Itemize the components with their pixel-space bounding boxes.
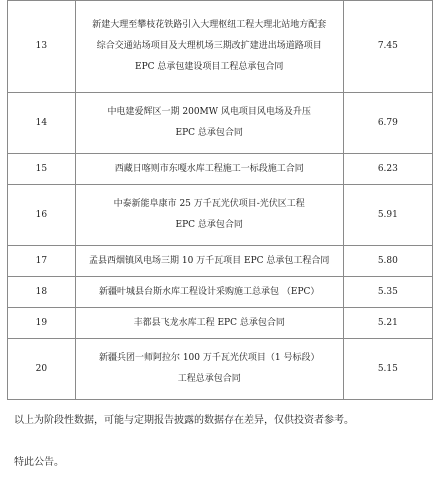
row-number: 17	[8, 246, 76, 277]
contract-name-line: 中泰新能阜康市 25 万千瓦光伏项目-光伏区工程	[113, 199, 305, 209]
contract-name-line: EPC 总承包合同	[175, 128, 243, 138]
contract-name	[75, 185, 343, 246]
contract-name-line: 新疆叶城县台斯水库工程设计采购施工总承包 （EPC）	[99, 286, 320, 297]
contract-name-line: 综合交通站场项目及大理机场三期改扩建进出场道路项目	[96, 41, 322, 51]
row-number: 18	[8, 277, 76, 308]
row-number: 14	[8, 93, 76, 154]
contract-name-line: 西藏日喀则市东嘎水库工程施工一标段施工合同	[114, 163, 304, 174]
contract-amount: 5.21	[343, 308, 432, 339]
contract-name	[75, 308, 343, 339]
table-row	[8, 93, 433, 154]
table-row	[8, 1, 433, 93]
table-row	[8, 308, 433, 339]
contract-amount: 5.91	[343, 185, 432, 246]
contract-name	[75, 339, 343, 400]
closing-statement: 特此公告。	[14, 457, 64, 468]
row-number: 19	[8, 308, 76, 339]
table-row	[8, 246, 433, 277]
contract-amount: 5.15	[343, 339, 432, 400]
contract-amount: 5.80	[343, 246, 432, 277]
contract-name-line: EPC 总承包合同	[175, 220, 243, 230]
contract-name	[75, 154, 343, 185]
disclaimer-note: 以上为阶段性数据，可能与定期报告披露的数据存在差异，仅供投资者参考。	[14, 415, 354, 426]
contract-amount: 6.79	[343, 93, 432, 154]
contract-amount: 7.45	[343, 1, 432, 93]
contract-name-line: 新疆兵团一师阿拉尔 100 万千瓦光伏项目（1 号标段）	[98, 353, 320, 363]
row-number: 16	[8, 185, 76, 246]
contract-name	[75, 246, 343, 277]
table-row	[8, 339, 433, 400]
contract-name	[75, 277, 343, 308]
contract-name-line: 新建大理至攀枝花铁路引入大理枢纽工程大理北站地方配套	[92, 20, 327, 30]
contract-name	[75, 1, 343, 93]
contract-name	[75, 93, 343, 154]
contract-amount: 6.23	[343, 154, 432, 185]
contracts-table	[7, 0, 433, 400]
row-number: 15	[8, 154, 76, 185]
row-number: 13	[8, 1, 76, 93]
contract-amount: 5.35	[343, 277, 432, 308]
table-row	[8, 154, 433, 185]
contract-name-line: 工程总承包合同	[177, 374, 241, 384]
table-row	[8, 277, 433, 308]
contract-name-line: 丰都县飞龙水库工程 EPC 总承包合同	[133, 317, 285, 328]
table-row	[8, 185, 433, 246]
contract-name-line: 孟县西烟镇风电场三期 10 万千瓦项目 EPC 总承包工程合同	[89, 255, 330, 266]
row-number: 20	[8, 339, 76, 400]
contract-name-line: EPC 总承包建设项目工程总承包合同	[135, 62, 284, 72]
contract-name-line: 中电建爱辉区一期 200MW 风电项目风电场及升压	[107, 107, 311, 117]
